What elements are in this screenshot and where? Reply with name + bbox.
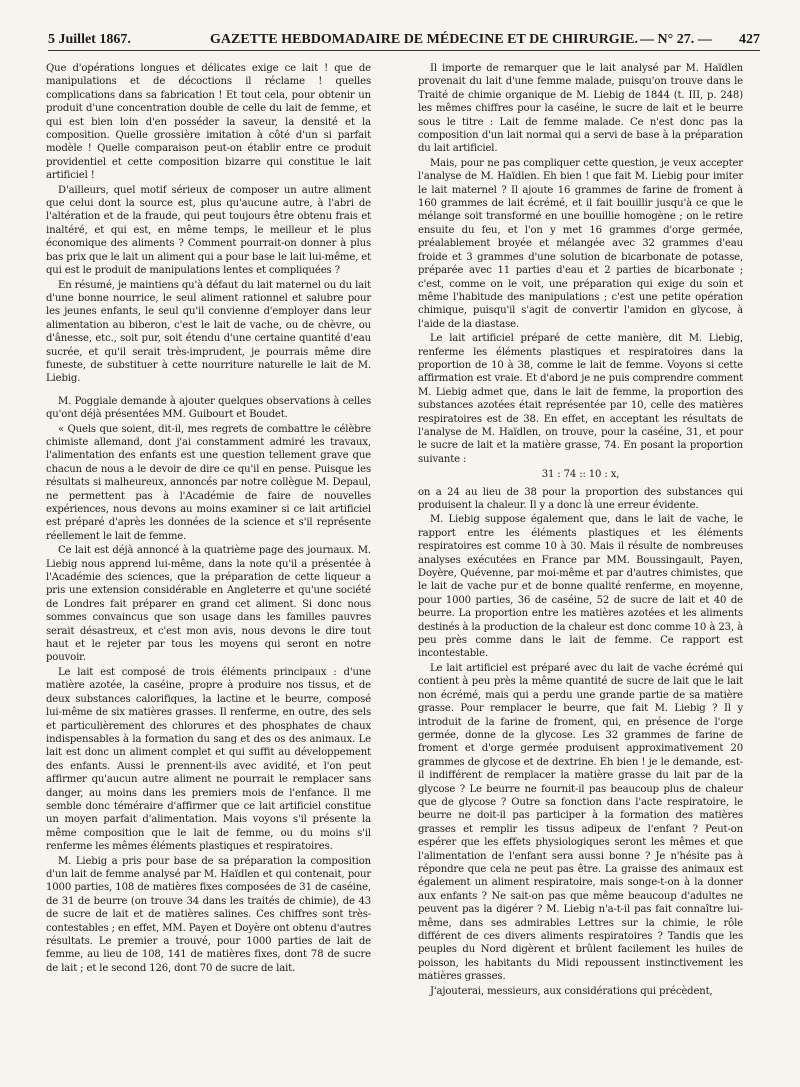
paragraph: Mais, pour ne pas compliquer cette question, je veux accepter l'analyse de M. Haïdlen. Eh bien ! que fait M. Liebig pour imiter le lait maternel ? Il ajoute 16 grammes de farine de froment à 160 grammes de lait écrémé, et il fait bouillir jusqu'à ce que le mélange soit transformé en une bouillie homogène ; on le retire ensuite du feu, et l'on y met 16 grammes d'orge germée, préalablement broyée et mélangée avec 32 grammes d'eau froide et 3 grammes d'une solution de bicarbonate de potasse, préparée avec 11 parties d'eau et 2 parties de bicarbonate ; c'est, comme on le voit, une préparation qui exige du soin et même l'habitude des manipulations ; c'est une petite opération chimique, puisqu'il s'agit de convertir l'amidon en glycose, à l'aide de la diastase. (418, 157, 743, 330)
paragraph: Le lait artificiel est préparé avec du lait de vache écrémé qui contient à peu près la même quantité de sucre de lait que le lait non écrémé, mais qui a perdu une grande partie de sa matière grasse. Pour remplacer le beurre, que fait M. Liebig ? Il y introduit de la farine de froment, qui, en présence de l'orge germée, donne de la glycose. Les 32 grammes de farine de froment et d'orge germée produisent approximativement 20 grammes de glycose et de dextrine. Eh bien ! je le demande, est-il indifférent de remplacer la matière grasse du lait par de la glycose ? Le beurre ne fournit-il pas beaucoup plus de chaleur que de glycose ? Outre sa fonction dans l'acte respiratoire, le beurre ne doit-il pas participer à la formation des matières grasses et remplir les tissus adipeux de l'enfant ? Peut-on espérer que les effets physiologiques seront les mêmes et que l'alimentation de l'enfant sera aussi bonne ? Je n'hésite pas à répondre que cela ne peut pas être. La graisse des animaux est également un aliment respiratoire, mais songe-t-on à la donner aux enfants ? Ne sait-on pas que même beaucoup d'adultes ne peuvent pas la digérer ? M. Liebig n'a-t-il pas fait connaître lui-même, dans ses admirables Lettres sur la chimie, le rôle différent de ces divers aliments respiratoires ? Tandis que les peuples du Nord digèrent et brûlent facilement les huiles de poisson, les habitants du Midi repoussent instinctivement les matières grasses. (418, 662, 743, 983)
proportion-formula: 31 : 74 :: 10 : x, (541, 469, 620, 481)
paragraph: Le lait artificiel préparé de cette manière, dit M. Liebig, renferme les éléments plastiques et respiratoires dans la proportion de 10 à 38, comme le lait de femme. Voyons si cette affirmation est vraie. Et d'abord je ne puis comprendre comment M. Liebig admet que, dans le lait de femme, la proportion des substances azotées était représentée par 10, celle des matières respiratoires est de 38. En effet, en acceptant les résultats de l'analyse de M. Haïdlen, on trouve, pour la caséine, 31, et pour le sucre de lait et la matière grasse, 74. En posant la proportion suivante : (418, 333, 743, 465)
right-column (418, 62, 743, 999)
page-number: 427 (739, 32, 760, 47)
paragraph: Le lait est composé de trois éléments principaux : d'une matière azotée, la caséine, propre à produire nos tissus, et de deux substances calorifiques, la lactine et le beurre, composé lui-même de six matières grasses. Il renferme, en outre, des sels et particulièrement des chlorures et des phosphates de chaux indispensables à la formation du sang et des os des animaux. Le lait est donc un aliment complet et qui suffit au développement des enfants. Aussi le prennent-ils avec avidité, et l'on peut affirmer qu'aucun autre aliment ne pourrait le remplacer sans danger, au moins dans les premiers mois de l'enfance. Il me semble donc téméraire d'affirmer que ce lait artificiel constitue un moyen parfait d'alimentation. Mais voyons s'il présente la même composition que le lait de femme, ou du moins s'il renferme les mêmes éléments plastiques et respiratoires. (46, 666, 371, 853)
paragraph: D'ailleurs, quel motif sérieux de composer un autre aliment que celui dont la source est, plus qu'aucune autre, à l'abri de l'altération et de la fraude, qui peut toujours être obtenu frais et inaltéré, et qui est, en même temps, le meilleur et le plus économique des aliments ? Comment pourrait-on donner à plus bas prix que le lait un aliment qui a pour base le lait lui-même, et qui est le produit de manipulations lentes et compliquées ? (46, 184, 371, 277)
paragraph: « Quels que soient, dit-il, mes regrets de combattre le célèbre chimiste allemand, dont j'ai constamment admiré les travaux, l'alimentation des enfants est une question tellement grave que chacun de nous a le devoir de dire ce qu'il en pense. Puisque les résultats si malheureux, annoncés par notre collègue M. Depaul, ne permettent pas à l'Académie de faire de nouvelles expériences, nous devons au moins examiner si ce lait artificiel est préparé d'après les données de la science et s'il représente réellement le lait de femme. (46, 423, 371, 542)
issue-date: 5 Juillet 1867. (48, 32, 131, 47)
paragraph: Il importe de remarquer que le lait analysé par M. Haïdlen provenait du lait d'une femme malade, puisqu'on trouve dans le Traité de chimie organique de M. Liebig de 1844 (t. III, p. 248) les mêmes chiffres pour la caséine, le sucre de lait et le beurre sous le titre : Lait de femme malade. Ce n'est donc pas la composition d'un lait normal qui a servi de base à la préparation du lait artificiel. (418, 63, 743, 155)
left-column (46, 62, 371, 976)
paragraph: J'ajouterai, messieurs, aux considérations qui précèdent, (430, 985, 713, 997)
page-header (48, 30, 760, 51)
journal-title: GAZETTE HEBDOMADAIRE DE MÉDECINE ET DE CHIRURGIE. (210, 32, 638, 47)
paragraph: Que d'opérations longues et délicates exige ce lait ! que de manipulations et de décoctions il réclame ! quelles complications dans sa fabrication ! Et tout cela, pour obtenir un produit d'une concentration double de celle du lait de femme, et qui est bien loin d'en posséder la saveur, la densité et la composition. Quelle grossière imitation à côté d'un si parfait modèle ! Quelle comparaison peut-on établir entre ce produit providentiel et cette composition bizarre qui constitue le lait artificiel ! (46, 63, 371, 182)
paragraph: M. Liebig suppose également que, dans le lait de vache, le rapport entre les éléments plastiques et les éléments respiratoires est comme 10 à 30. Mais il résulte de nombreuses analyses exécutées en France par MM. Boussingault, Payen, Doyère, Quévenne, par moi-même et par d'autres chimistes, que le lait de vache pur et de bonne qualité renferme, en moyenne, pour 1000 parties, 36 de caséine, 52 de sucre de lait et 40 de beurre. La proportion entre les matières azotées et les aliments destinés à la production de la chaleur est donc comme 10 à 23, à peu près comme dans le lait de femme. Ce rapport est incontestable. (418, 514, 743, 660)
paragraph: M. Poggiale demande à ajouter quelques observations à celles qu'ont déjà présentées MM. Guibourt et Boudet. (46, 395, 371, 421)
paragraph: on a 24 au lieu de 38 pour la proportion des substances qui produisent la chaleur. Il y a donc là une erreur évidente. (418, 486, 743, 511)
paragraph: En résumé, je maintiens qu'à défaut du lait maternel ou du lait d'une bonne nourrice, le seul aliment rationnel et salubre pour les jeunes enfants, le seul qu'il convienne d'employer dans leur alimentation au biberon, c'est le lait de vache, ou de chèvre, ou d'ânesse, etc., soit pur, soit étendu d'une certaine quantité d'eau sucrée, et qu'il serait très-imprudent, je pourrais même dire funeste, de substituer à cette nourriture naturelle le lait de M. Liebig. (46, 279, 371, 385)
issue-number: — N° 27. — (640, 32, 712, 47)
paragraph: Ce lait est déjà annoncé à la quatrième page des journaux. M. Liebig nous apprend lui-même, dans la note qu'il a présentée à l'Académie des sciences, que la préparation de cette liqueur a pris une extension considérable en Angleterre et qu'une société de Londres fait préparer en grand cet aliment. Si donc nous sommes convaincus que son usage dans les familles pauvres serait désastreux, et c'est mon avis, nous devons le dire tout haut et le rejeter par tous les moyens qui seront en notre pouvoir. (46, 545, 371, 664)
paragraph: M. Liebig a pris pour base de sa préparation la composition d'un lait de femme analysé par M. Haïdlen et qui contenait, pour 1000 parties, 108 de matières fixes composées de 31 de caséine, de 31 de beurre (on trouve 34 dans les traités de chimie), de 43 de sucre de lait et de matières salines. Ces chiffres sont très-contestables ; en effet, MM. Payen et Doyère ont obtenu d'autres résultats. Le premier a trouvé, pour 1000 parties de lait de femme, au lieu de 108, 141 de matières fixes, dont 78 de sucre de lait ; et le second 126, dont 70 de sucre de lait. (46, 855, 371, 974)
